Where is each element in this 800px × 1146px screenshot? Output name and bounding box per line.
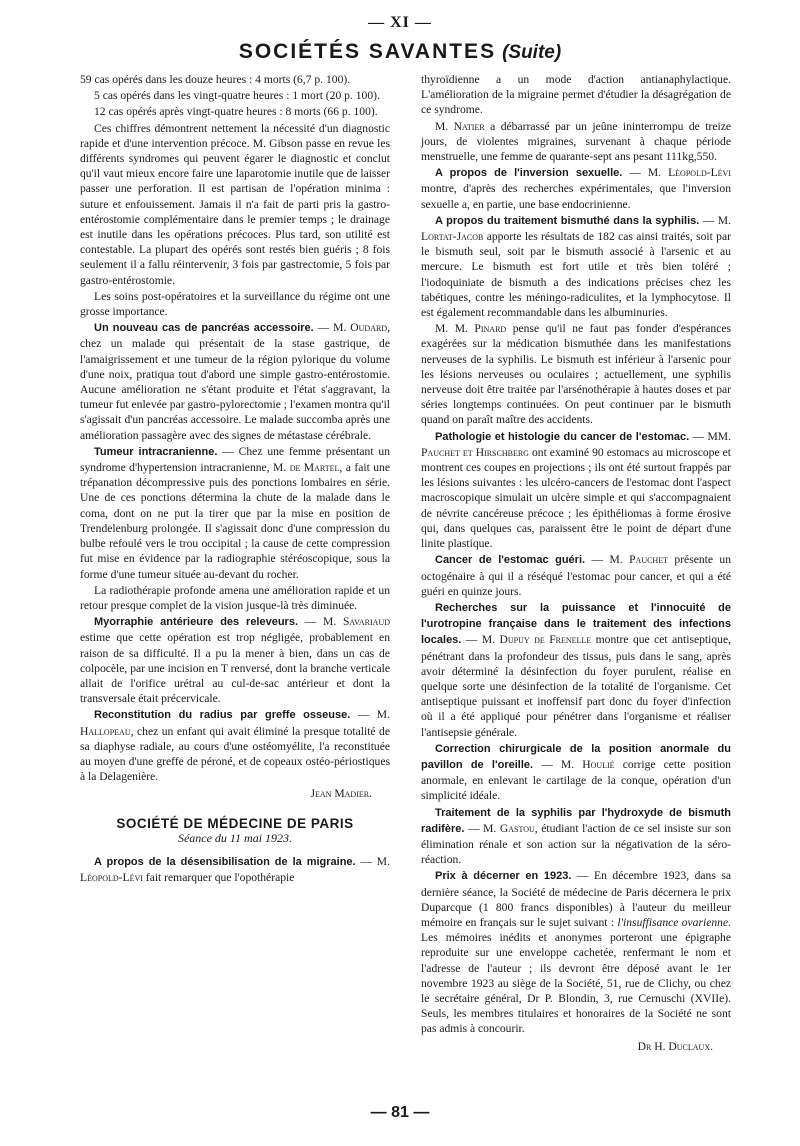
entry-body: a débarrassé par un jeûne ininterrompu de treize jours, de violentes migraines, survenant à chaque période menstruelle, une femme de quarante-sept ans pesant 111kg,550. — [421, 119, 731, 164]
entry-body: chez un malade qui présentait de la stase gastrique, de l'amaigrissement et une tumeur de la région pylorique du volume d'une noix, pratiqua tout d'abord une simple gastro-entérostomie. Aucune amélioration ne s'étant produite et l'état s'aggravant, la tumeur fut enlevée par gastro-pylorectomie ; l'examen montra qu'il s'agissait d'un pancréas accessoire. Le malade succomba après une amélioration passagère avec des signes de métastase cérébrale. — [80, 337, 391, 442]
entry-author: M. Dupuy de Frenelle — [481, 633, 592, 647]
left-column — [80, 72, 390, 886]
entry-italic: l'insuffisance ovarienne. — [617, 915, 731, 929]
entry-body: chez un enfant qui avait éliminé la presque totalité de sa diaphyse radiale, au cours d'une ostéomyélite, l'a reconstituée au moyen d'une greffe de péroné, et de copeaux ostéo-périostiques à la Delagenière. — [80, 724, 390, 784]
entry-prix: Prix à décerner en 1923. — En décembre 1923, dans sa dernière séance, la Société de médecine de Paris décernera le prix Duparcque (1 800 francs disponibles) à l'auteur du meilleur mémoire en français sur le sujet suivant : l'insuffisance ovarienne. Les mémoires inédits et anonymes porteront une épigraphe reproduite sur une enveloppe cachetée, renfermant le nom et l'adresse de l'auteur ; ils devront être déposé avant le 1er novembre 1923 au siège de la Société, 51, rue de Clichy, ou chez le secrétaire général, Dr P. Blondin, 3, rue Cernuschi (XVIIe). Seuls, les membres titulaires et honoraires de la Société ne sont pas admis à concourir. — [421, 869, 732, 1036]
paragraph: 12 cas opérés après vingt-quatre heures : 8 morts (66 p. 100). — [94, 105, 378, 119]
entry-title: Recherches sur la puissance et l'innocuité de l'urotropine française dans le traitement des infections locales. — [421, 601, 731, 647]
entry-author: M. Natier — [435, 119, 485, 133]
entry-body: montre que cet antiseptique, pénétrant dans la profondeur des tissus, puis dans le sang, après avoir déterminé la désinfection du foyer purulent, réalise en quelque sorte une désinfection de la totalité de l'organisme. Cet antiseptique puissant et inoffensif part donc du foyer d'infection où il a été appliqué pour pénétrer dans l'organisme et réaliser l'antisepsie générale. — [421, 633, 731, 739]
entry-natier — [421, 119, 731, 165]
entry-body: pense qu'il ne faut pas fonder d'espérances exagérées sur la médication bismuthée dans les manifestations nerveuses de la syphilis. Le bismuth est inférieur à l'arsenic pour les lésions nerveuses ou oculaires ; actuellement, une syphilis nerveuse doit être traitée par l'arsénothérapie à hautes doses et par séries longtemps continuées. On peut continuer par le bismuth quand on paraît maître des accidents. — [421, 322, 731, 427]
entry-oreille: Correction chirurgicale de la position anormale du pavillon de l'oreille. — M. Houlié corrige cette position anormale, en enlevant le cartilage de la conque, opération d'un simplicité idéale. — [421, 742, 731, 803]
entry-myorraphie: Myorraphie antérieure des releveurs. — M. Savariaud estime que cette opération est trop négligée, probablement en raison de sa difficulté. Il a pu la mener à bien, dans un cas de colpocèle, par une incision en T renversé, dont la branche verticale allait de l'orifice urétral au cul-de-sac antérieur et dont la transversale était précervicale. — [80, 615, 390, 706]
entry-author: M. Gastou, — [483, 821, 538, 835]
entry-title: A propos de la désensibilisation de la migraine. — [94, 855, 356, 868]
entry-title: A propos de l'inversion sexuelle. — [435, 167, 623, 180]
running-head — [0, 40, 800, 64]
entry-body: étudiant l'action de ce sel insiste sur son élimination rénale et son action sur la négativation de la séro-réaction. — [421, 821, 731, 867]
entry-author: M. M. Pinard — [435, 322, 507, 336]
signature: Jean Madier. — [310, 787, 372, 801]
roman-folio: — XI — — [368, 14, 432, 31]
entry-title: Un nouveau cas de pancréas accessoire. — [94, 322, 314, 335]
entry-author: M. Savariaud — [323, 615, 390, 629]
page-number: — 81 — — [370, 1104, 430, 1121]
entry-pinard — [421, 321, 731, 427]
entry-body: présente un octogénaire à qui il a réséqué l'estomac pour cancer, et qui a été guéri en quinze jours. — [421, 553, 732, 598]
entry-body: a fait une trépanation décompressive puis des ponctions lombaires en série. Une de ces ponctions détermina la chute de la malade dans le coma, dont on ne put la tirer que par la mise en position de Trendelenburg prolongée. Il s'agissait donc d'une compression du bulbe refoulé vers le trou occipital ; la cause de cette compression fut mise en évidence par la radiographie stéréoscopique, sous la forme d'une tumeur située au-devant du rocher. — [80, 461, 390, 581]
paragraph: La radiothérapie profonde amena une amélioration rapide et un retour presque complet de la vision jusque-là très diminuée. — [80, 583, 390, 612]
paragraph: Ces chiffres démontrent nettement la nécessité d'un diagnostic rapide et d'une intervention précoce. M. Gibson passe en revue les différents syndromes qui peuvent égarer le diagnostic et conclut qu'il vaut mieux encore faire une laparotomie inutile que de laisser passer une perforation. Il est partisan de l'opération minima : suture et enfouissement. Jamais il n'a fait de parti pris la gastro-entérostomie complémentaire dans le premier temps ; le drainage est inutile dans les opérations précoces. Plus tard, son utilité est contestable. La plupart des opérés sont restés bien guéris ; 8 fois seulement il a fallu réintervenir, 3 fois par gastrectomie, 5 fois par gastro-entérostomie. — [80, 121, 390, 287]
entry-body: corrige cette position anormale, en enlevant le cartilage de la conque, opération d'un simplicité idéale. — [421, 757, 731, 803]
entry-pancreas: Un nouveau cas de pancréas accessoire. — M. Oudard, chez un malade qui présentait de la stase gastrique, de l'amaigrissement et une tumeur de la région pylorique du volume d'une noix, pratiqua tout d'abord une simple gastro-entérostomie. Aucune amélioration ne s'étant produite et l'état s'aggravant, la tumeur fut enlevée par gastro-pylorectomie ; l'examen montra qu'il s'agissait d'un pancréas accessoire. Le malade succomba après une amélioration passagère avec des signes de métastase cérébrale. — [80, 321, 391, 442]
entry-author: M. Houlié — [560, 757, 615, 771]
entry-title: Tumeur intracranienne. — [94, 445, 218, 458]
entry-author: M. Hallopeau, — [80, 708, 391, 738]
right-column — [421, 72, 731, 1054]
entry-title: Cancer de l'estomac guéri. — [435, 554, 586, 567]
entry-author: de Martel, — [289, 461, 343, 475]
entry-body: Chez une femme présentant un syndrome d'hypertension intracranienne, M. — [80, 444, 390, 475]
entry-body: montre, d'après des recherches expérimentales, que l'inversion sexuelle a, en partie, une base endocrinienne. — [421, 182, 731, 211]
entry-body: apporte les résultats de 182 cas ainsi traités, soit par le bismuth seul, soit par le bismuth associé à l'arsenic et au mercure. Le bismuth est fort utile et très bien toléré ; l'iodoquiniate de bismuth a des indications précises chez les tabétiques, contre les méningo-radiculites, et la lymphocytose. Il est également recommandable dans les albuminuries. — [421, 230, 731, 320]
entry-tumeur: Tumeur intracranienne. — Chez une femme présentant un syndrome d'hypertension intracranienne, M. de Martel, a fait une trépanation décompressive puis des ponctions lombaires en série. Une de ces ponctions détermina la chute de la malade dans le coma, dont on ne put la tirer que par la mise en position de Trendelenburg prolongée. Il s'agissait donc d'une compression du bulbe refoulé vers le trou occipital ; la cause de cette compression fut mise en évidence par la radiographie stéréoscopique, sous la forme d'une tumeur située au-devant du rocher. — [80, 444, 390, 581]
entry-title: Reconstitution du radius par greffe osseuse. — [94, 709, 351, 722]
entry-author: M. Léopold-Lévi — [80, 854, 390, 885]
paragraph: 59 cas opérés dans les douze heures : 4 morts (6,7 p. 100). — [80, 73, 351, 86]
entry-inversion: A propos de l'inversion sexuelle. — M. Léopold-Lévi montre, d'après des recherches expérimentales, que l'inversion sexuelle a, en partie, une base endocrinienne. — [421, 166, 731, 211]
signature: Dr H. Duclaux. — [637, 1039, 713, 1053]
entry-author: M. Pauchet — [609, 553, 668, 567]
paragraph: 5 cas opérés dans les vingt-quatre heures : 1 mort (20 p. 100). — [94, 89, 380, 103]
entry-body: En décembre 1923, dans sa dernière séance, la Société de médecine de Paris décernera le prix Duparcque (1 800 francs disponibles) à l'auteur du meilleur mémoire en français sur le sujet suivant : — [421, 869, 732, 929]
running-head-suite: (Suite) — [502, 42, 562, 63]
entry-title: Myorraphie antérieure des releveurs. — [94, 616, 299, 629]
entry-urotropine: Recherches sur la puissance et l'innocuité de l'urotropine française dans le traitement des infections locales. — M. Dupuy de Frenelle montre que cet antiseptique, pénétrant dans la profondeur des tissus, puis dans le sang, après avoir déterminé la désinfection du foyer purulent, réalise en quelque sorte une désinfection de la totalité de l'organisme. Cet antiseptique puissant et inoffensif part donc du foyer d'infection où il a été appliqué pour pénétrer dans l'organisme et réaliser l'antisepsie générale. — [421, 601, 731, 739]
entry-title: Pathologie et histologie du cancer de l'estomac. — [435, 430, 690, 443]
entry-bismuth: A propos du traitement bismuthé dans la syphilis. — M. Lortat-Jacob apporte les résultats de 182 cas ainsi traités, soit par le bismuth seul, soit par le bismuth associé à l'arsenic et au mercure. Le bismuth est fort utile et très bien toléré ; l'iodoquiniate de bismuth a des indications précises chez les tabétiques, contre les méningo-radiculites, et la lymphocytose. Il est également recommandable dans les albuminuries. — [421, 213, 731, 320]
entry-author: M. Oudard, — [333, 321, 390, 335]
entry-body: Les mémoires inédits et anonymes porteront une épigraphe reproduite sur une enveloppe cachetée, renfermant le nom et l'adresse de l'auteur ; ils devront être déposé avant le 1er novembre 1923 au siège de la Société, 51, rue de Clichy, ou chez le secrétaire général, Dr P. Blondin, 3, rue Cernuschi (XVIIe). Seuls, les membres titulaires et honoraires de la Société ne sont pas admis à concourir. — [421, 931, 731, 1036]
entry-radifere: Traitement de la syphilis par l'hydroxyde de bismuth radifère. — M. Gastou, étudiant l'action de ce sel insiste sur son élimination rénale et son action sur la négativation de la séro-réaction. — [421, 806, 731, 867]
paragraph: thyroïdienne a un mode d'action antianaphylactique. L'amélioration de la migraine permet d'étudier la désagrégation de ce syndrome. — [421, 73, 731, 117]
entry-body: estime que cette opération est trop négligée, probablement en raison de sa difficulté. Il a pu la mener à bien, dans un cas de colpocèle, par une incision en T renversé, dont la branche verticale allait de l'orifice urétral au cul-de-sac antérieur et dont la transversale était précervicale. — [80, 631, 390, 706]
entry-author: M. Léopold-Lévi — [647, 166, 731, 180]
entry-author: MM. Pauchet et Hirschberg — [421, 429, 731, 459]
section-title: SOCIÉTÉ DE MÉDECINE DE PARIS — [116, 815, 354, 831]
entry-radius: Reconstitution du radius par greffe osseuse. — M. Hallopeau, chez un enfant qui avait éliminé la presque totalité de sa diaphyse radiale, au cours d'une ostéomyélite, l'a reconstituée au moyen d'une greffe de péroné, et de copeaux ostéo-périostiques à la Delagenière. — [80, 708, 391, 784]
entry-title: Traitement de la syphilis par l'hydroxyde de bismuth radifère. — [421, 806, 731, 835]
entry-title: Prix à décerner en 1923. — [435, 870, 572, 883]
entry-cancer-histologie: Pathologie et histologie du cancer de l'estomac. — MM. Pauchet et Hirschberg ont examiné 90 estomacs au microscope et montrent ces coupes en projections ; ils ont été surtout frappés par les lésions suivantes : les ulcéro-cancers de l'estomac dont l'aspect macroscopique simulait un ulcère simple et qui s'accompagnaient de névrite cancéreuse précoce ; les épithéliomas à forme érosive qui, dans quelques cas, paraissent être le point de départ d'une linite plastique. — [421, 429, 731, 551]
entry-author: M. Lortat-Jacob — [421, 213, 731, 244]
entry-body: ont examiné 90 estomacs au microscope et montrent ces coupes en projections ; ils ont été surtout frappés par les lésions suivantes : les ulcéro-cancers de l'estomac dont l'aspect macroscopique simulait un ulcère simple et qui s'accompagnaient de névrite cancéreuse précoce ; les épithéliomas à forme érosive qui, dans quelques cas, paraissent être le point de départ d'une linite plastique. — [421, 445, 731, 551]
entry-body: fait remarquer que l'opothérapie — [145, 871, 295, 885]
entry-title: A propos du traitement bismuthé dans la syphilis. — [435, 214, 700, 227]
running-head-title: SOCIÉTÉS SAVANTES — [238, 40, 497, 63]
entry-migraine: A propos de la désensibilisation de la migraine. — M. Léopold-Lévi fait remarquer que l'opothérapie — [80, 854, 390, 885]
entry-cancer-gueri: Cancer de l'estomac guéri. — M. Pauchet présente un octogénaire à qui il a réséqué l'estomac pour cancer, et qui a été guéri en quinze jours. — [421, 553, 732, 598]
entry-title: Correction chirurgicale de la position anormale du pavillon de l'oreille. — [421, 742, 731, 771]
paragraph: Les soins post-opératoires et la surveillance du régime ont une grosse importance. — [80, 289, 390, 319]
section-subtitle: Séance du 11 mai 1923. — [177, 830, 293, 845]
